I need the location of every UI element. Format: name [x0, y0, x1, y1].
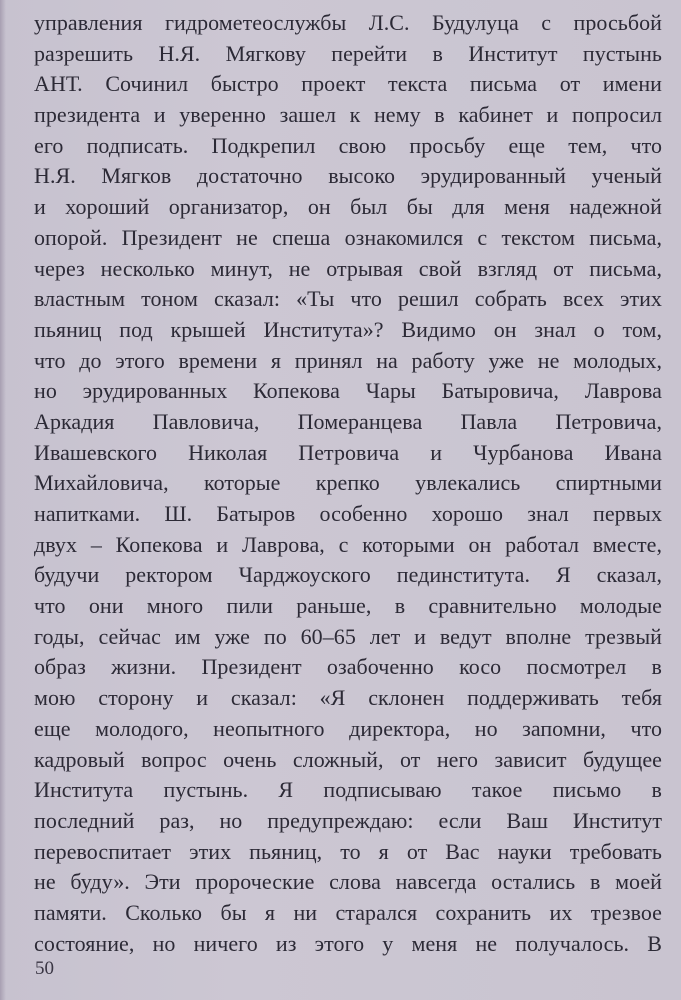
text-line: двух – Копекова и Лаврова, с которыми он работал вместе,	[34, 531, 662, 557]
text-line: Аркадия Павловича, Померанцева Павла Петровича,	[34, 408, 662, 434]
text-line: Института пустынь. Я подписываю такое письмо в	[34, 777, 662, 803]
text-line: через несколько минут, не отрывая свой взгляд от письма,	[34, 255, 662, 281]
text-line: последний раз, но предупреждаю: если Ваш Институт	[34, 807, 662, 833]
text-line: управления гидрометеослужбы Л.С. Будулуца с просьбой	[34, 10, 662, 35]
text-line: что до этого времени я принял на работу уже не молодых,	[34, 347, 662, 373]
text-line: памяти. Сколько бы я ни старался сохранить их трезвое	[34, 899, 662, 925]
text-line: кадровый вопрос очень сложный, от него зависит будущее	[34, 746, 662, 772]
text-line: и хороший организатор, он был бы для меня надежной	[34, 194, 662, 220]
text-line: разрешить Н.Я. Мягкову перейти в Институт пустынь	[34, 40, 662, 66]
body-text	[34, 8, 662, 959]
text-line: но эрудированных Копекова Чары Батыровича, Лаврова	[34, 378, 662, 404]
text-line: состояние, но ничего из этого у меня не получалось. В	[34, 930, 662, 956]
text-line: будучи ректором Чарджоуского пединститута. Я сказал,	[34, 562, 662, 588]
text-line: не буду». Эти пророческие слова навсегда остались в моей	[34, 869, 662, 895]
text-line: еще молодого, неопытного директора, но запомни, что	[34, 715, 662, 741]
text-line: президента и уверенно зашел к нему в кабинет и попросил	[34, 102, 662, 128]
text-line: Н.Я. Мягков достаточно высоко эрудированный ученый	[34, 163, 662, 189]
text-line: Ивашевского Николая Петровича и Чурбанова Ивана	[34, 439, 662, 465]
text-line: опорой. Президент не спеша ознакомился с текстом письма,	[34, 224, 662, 250]
text-line: АНТ. Сочинил быстро проект текста письма от имени	[34, 71, 662, 97]
text-line: Михайловича, которые крепко увлекались спиртными	[34, 470, 662, 496]
text-line: напитками. Ш. Батыров особенно хорошо знал первых	[34, 501, 662, 526]
page-number: 50	[35, 958, 54, 979]
text-line: его подписать. Подкрепил свою просьбу еще тем, что	[34, 132, 662, 158]
text-line: пьяниц под крышей Института»? Видимо он знал о том,	[34, 316, 662, 342]
text-line: властным тоном сказал: «Ты что решил собрать всех этих	[34, 286, 662, 312]
text-line: что они много пили раньше, в сравнительно молодые	[34, 593, 662, 619]
page-edge-shadow	[0, 0, 6, 1000]
text-line: образ жизни. Президент озабоченно косо посмотрел в	[34, 654, 662, 680]
text-line: мою сторону и сказал: «Я склонен поддерживать тебя	[34, 685, 662, 711]
text-line: перевоспитает этих пьяниц, то я от Вас науки требовать	[34, 838, 662, 864]
text-line: годы, сейчас им уже по 60–65 лет и ведут вполне трезвый	[34, 623, 662, 649]
